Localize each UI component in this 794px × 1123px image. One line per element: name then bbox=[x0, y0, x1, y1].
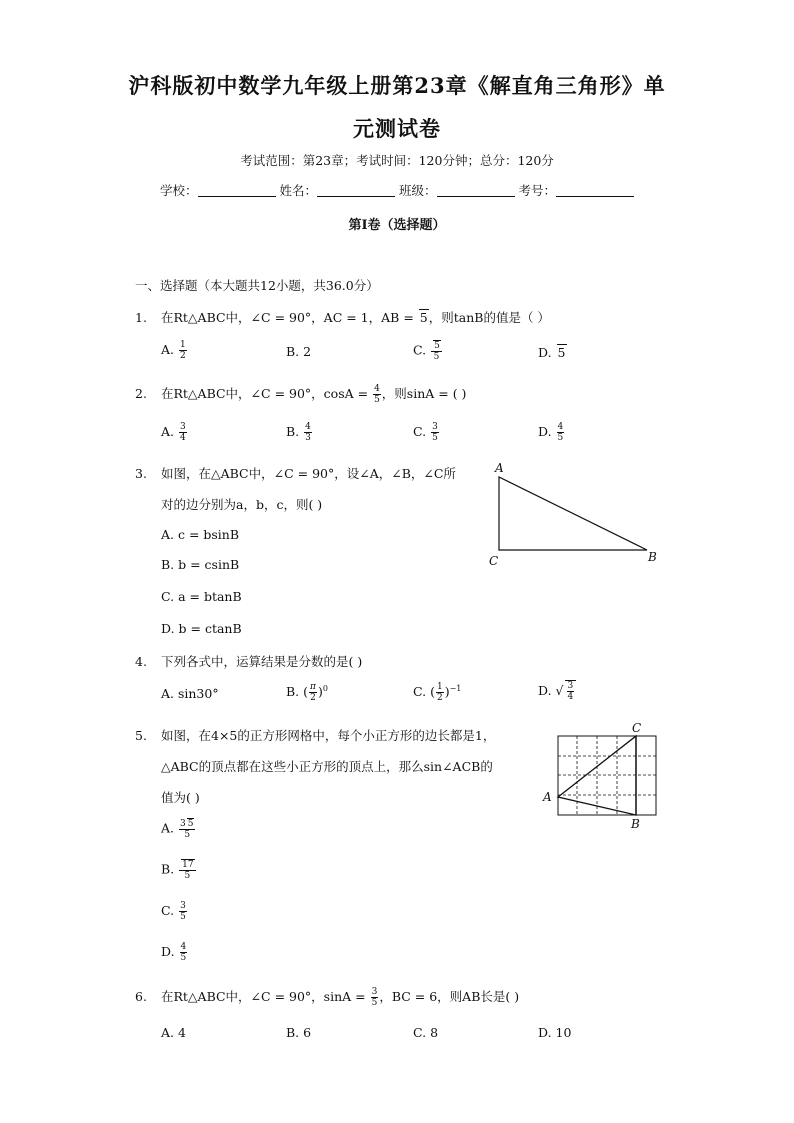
vertex-label-a: A bbox=[495, 461, 504, 475]
q5-grid-figure bbox=[538, 718, 668, 838]
question-5-line-1: 5. 如图，在4×5的正方形网格中，每个小正方形的边长都是1， bbox=[135, 728, 496, 743]
q5-option-a[interactable]: A. $\frac{3 5}{5}$ bbox=[161, 819, 194, 840]
q4-option-c[interactable]: C. ( $\frac{1}{2}$ )$^{-1}$ bbox=[413, 682, 462, 703]
q1-option-a[interactable]: A. $\frac{1}{2}$ bbox=[161, 340, 186, 361]
class-label: 班级： bbox=[399, 183, 437, 198]
grid-lines bbox=[558, 736, 656, 815]
name-label: 姓名： bbox=[279, 183, 318, 198]
q2-option-c[interactable]: C. $\frac{3}{5}$ bbox=[413, 422, 438, 443]
q2-option-a[interactable]: A. $\frac{3}{4}$ bbox=[161, 422, 186, 443]
vertex-label-c: C bbox=[632, 721, 642, 735]
grid-border bbox=[558, 736, 656, 815]
q6-option-d[interactable]: D. 10 bbox=[538, 1025, 572, 1040]
name-blank bbox=[317, 184, 395, 197]
q4-option-b[interactable]: B. ( $\frac{\pi}{2}$ )$^0$ bbox=[286, 682, 328, 703]
vertex-label-b: B bbox=[648, 550, 657, 564]
q3-triangle-figure bbox=[485, 455, 670, 575]
q1-option-d[interactable]: D. 5 bbox=[538, 345, 566, 360]
q4-option-a[interactable]: A. sin30° bbox=[161, 686, 219, 701]
title-line-2: 元测试卷 bbox=[353, 116, 441, 141]
q5-option-b[interactable]: B. $\frac{17}{5}$ bbox=[161, 860, 194, 881]
q3-option-d[interactable]: D. b = ctanB bbox=[161, 621, 242, 636]
question-5-line-3: 值为( ) bbox=[161, 790, 200, 805]
question-3-line-2: 对的边分别为a，b，c，则( ) bbox=[161, 497, 323, 512]
question-3-line-1: 3. 如图，在△ABC中，∠C = 90°，设∠A，∠B，∠C所 bbox=[135, 466, 456, 481]
school-label: 学校： bbox=[160, 183, 198, 198]
q1-option-c[interactable]: C. $\frac{5}{5}$ bbox=[413, 341, 440, 362]
q4-option-d[interactable]: D. √ $\frac{3}{4}$ bbox=[538, 680, 576, 702]
q5-option-c[interactable]: C. $\frac{3}{5}$ bbox=[161, 901, 186, 922]
q5-option-d[interactable]: D. $\frac{4}{5}$ bbox=[161, 942, 187, 963]
q3-option-b[interactable]: B. b = csinB bbox=[161, 557, 240, 572]
question-6: 6. 在Rt△ABC中，∠C = 90°，sinA = $\frac{3}{5}$ ，BC = 6，则AB长是( ) bbox=[135, 987, 520, 1008]
q3-option-c[interactable]: C. a = btanB bbox=[161, 589, 242, 604]
part-heading: 第I卷（选择题） bbox=[348, 218, 446, 233]
q1-option-b[interactable]: B. 2 bbox=[286, 344, 312, 359]
vertex-label-c: C bbox=[489, 554, 499, 568]
number-blank bbox=[556, 184, 634, 197]
question-2: 2. 在Rt△ABC中，∠C = 90°，cosA = $\frac{4}{5}$ ，则sinA = ( ) bbox=[135, 384, 467, 405]
q6-option-c[interactable]: C. 8 bbox=[413, 1025, 439, 1040]
q2-option-d[interactable]: D. $\frac{4}{5}$ bbox=[538, 422, 564, 443]
question-1: 1. 在Rt△ABC中，∠C = 90°，AC = 1，AB = 5，则tanB的值是（ ） bbox=[135, 310, 550, 325]
q2-option-b[interactable]: B. $\frac{4}{3}$ bbox=[286, 422, 311, 443]
q3-option-a[interactable]: A. c = bsinB bbox=[161, 527, 240, 542]
question-4: 4. 下列各式中，运算结果是分数的是( ) bbox=[135, 654, 363, 669]
vertex-label-b: B bbox=[631, 817, 640, 831]
question-1-number: 1. bbox=[135, 310, 147, 325]
school-blank bbox=[198, 184, 276, 197]
vertex-label-a: A bbox=[543, 790, 552, 804]
title-line-1: 沪科版初中数学九年级上册第23章《解直角三角形》单 bbox=[128, 73, 666, 98]
q6-option-b[interactable]: B. 6 bbox=[286, 1025, 312, 1040]
student-info-row bbox=[160, 181, 634, 199]
class-blank bbox=[437, 184, 515, 197]
question-5-line-2: △ABC的顶点都在这些小正方形的顶点上，那么sin∠ACB的 bbox=[161, 759, 493, 774]
triangle-abc bbox=[499, 477, 647, 550]
section-heading: 一、选择题（本大题共12小题，共36.0分） bbox=[135, 278, 379, 293]
exam-info: 考试范围：第23章；考试时间：120分钟；总分：120分 bbox=[240, 153, 554, 168]
q6-option-a[interactable]: A. 4 bbox=[161, 1025, 186, 1040]
number-label: 考号： bbox=[518, 183, 557, 198]
